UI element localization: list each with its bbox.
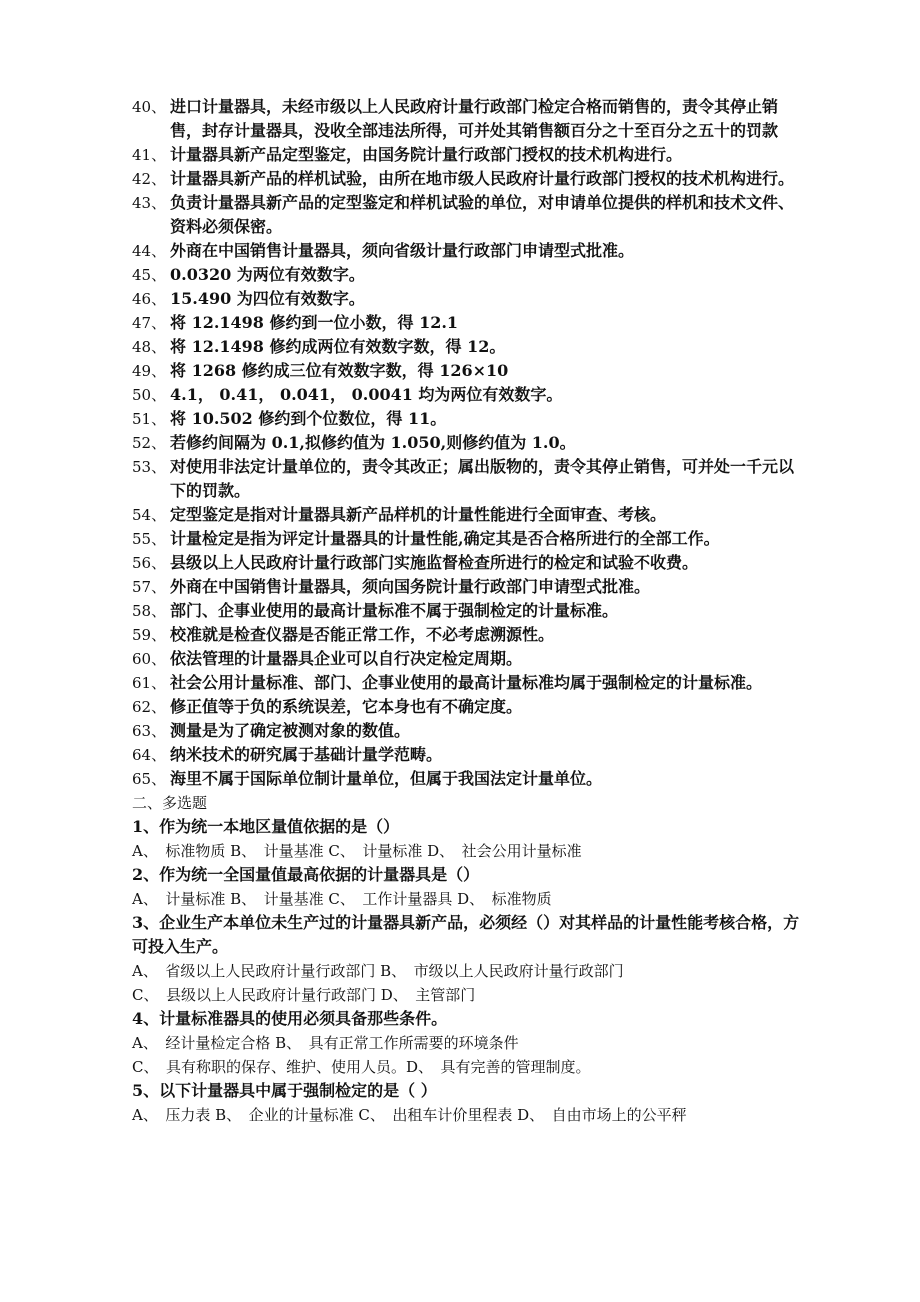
- item-text: 社会公用计量标准、部门、企事业使用的最高计量标准均属于强制检定的计量标准。: [170, 673, 763, 692]
- item-number: 59、: [132, 626, 167, 644]
- item-text: 依法管理的计量器具企业可以自行决定检定周期。: [170, 649, 523, 668]
- list-item: [132, 575, 812, 599]
- question-text: 3、企业生产本单位未生产过的计量器具新产品，必须经（）对其样品的计量性能考核合格，方可投入生产。: [132, 913, 800, 956]
- question-options: C、 具有称职的保存、维护、使用人员。D、 具有完善的管理制度。: [132, 1058, 591, 1076]
- list-item: [132, 359, 812, 383]
- question-text: 4、计量标准器具的使用必须具备那些条件。: [132, 1009, 448, 1028]
- question-text: 1、作为统一本地区量值依据的是（）: [132, 817, 400, 836]
- section-title: 二、多选题: [132, 794, 208, 812]
- question-options: C、 县级以上人民政府计量行政部门 D、 主管部门: [132, 986, 476, 1004]
- item-number: 52、: [132, 434, 167, 452]
- list-item: [132, 599, 812, 623]
- list-item: [132, 647, 812, 671]
- item-number: 41、: [132, 146, 167, 164]
- item-number: 60、: [132, 650, 167, 668]
- list-item: [132, 431, 812, 455]
- list-item: [132, 527, 812, 551]
- list-item: [132, 95, 812, 143]
- list-item: [132, 335, 812, 359]
- question-options: A、 省级以上人民政府计量行政部门 B、 市级以上人民政府计量行政部门: [132, 962, 624, 980]
- item-text: 海里不属于国际单位制计量单位，但属于我国法定计量单位。: [170, 769, 603, 788]
- item-text: 负责计量器具新产品的定型鉴定和样机试验的单位，对申请单位提供的样机和技术文件、资料必须保密。: [170, 193, 795, 236]
- item-text: 外商在中国销售计量器具，须向国务院计量行政部门申请型式批准。: [170, 577, 651, 596]
- list-item: [132, 287, 812, 311]
- item-text: 计量器具新产品的样机试验，由所在地市级人民政府计量行政部门授权的技术机构进行。: [170, 169, 795, 188]
- item-text: 定型鉴定是指对计量器具新产品样机的计量性能进行全面审查、考核。: [170, 505, 667, 524]
- item-text: 0.0320 为两位有效数字。: [170, 265, 365, 284]
- item-number: 63、: [132, 722, 167, 740]
- item-text: 15.490 为四位有效数字。: [170, 289, 365, 308]
- list-item: [132, 311, 812, 335]
- list-item: [132, 455, 812, 503]
- item-number: 55、: [132, 530, 167, 548]
- list-item: [132, 383, 812, 407]
- item-text: 将 1268 修约成三位有效数字数，得 126×10: [170, 361, 509, 380]
- item-number: 53、: [132, 458, 167, 476]
- list-item: [132, 551, 812, 575]
- list-item: [132, 503, 812, 527]
- item-number: 58、: [132, 602, 167, 620]
- item-text: 校准就是检查仪器是否能正常工作，不必考虑溯源性。: [170, 625, 555, 644]
- item-text: 将 10.502 修约到个位数位，得 11。: [170, 409, 447, 428]
- item-text: 外商在中国销售计量器具，须向省级计量行政部门申请型式批准。: [170, 241, 635, 260]
- item-number: 61、: [132, 674, 167, 692]
- item-text: 进口计量器具，未经市级以上人民政府计量行政部门检定合格而销售的，责令其停止销售，封存计量器具，没收全部违法所得，可并处其销售额百分之十至百分之五十的罚款: [170, 97, 779, 140]
- question-options: A、 标准物质 B、 计量基准 C、 计量标准 D、 社会公用计量标准: [132, 842, 582, 860]
- item-number: 40、: [132, 98, 167, 116]
- item-text: 县级以上人民政府计量行政部门实施监督检查所进行的检定和试验不收费。: [170, 553, 699, 572]
- question-options: A、 计量标准 B、 计量基准 C、 工作计量器具 D、 标准物质: [132, 890, 552, 908]
- item-text: 测量是为了确定被测对象的数值。: [170, 721, 411, 740]
- item-text: 对使用非法定计量单位的，责令其改正；属出版物的，责令其停止销售，可并处一千元以下的罚款。: [170, 457, 795, 500]
- document-content: [132, 95, 812, 1127]
- item-number: 56、: [132, 554, 167, 572]
- item-text: 修正值等于负的系统误差，它本身也有不确定度。: [170, 697, 523, 716]
- list-item: [132, 407, 812, 431]
- list-item: [132, 767, 812, 791]
- item-text: 计量检定是指为评定计量器具的计量性能,确定其是否合格所进行的全部工作。: [170, 529, 720, 548]
- list-item: [132, 191, 812, 239]
- question-text: 5、以下计量器具中属于强制检定的是（ ）: [132, 1081, 437, 1100]
- item-number: 42、: [132, 170, 167, 188]
- item-text: 将 12.1498 修约到一位小数，得 12.1: [170, 313, 459, 332]
- list-item: [132, 263, 812, 287]
- question-options: A、 经计量检定合格 B、 具有正常工作所需要的环境条件: [132, 1034, 519, 1052]
- list-item: [132, 167, 812, 191]
- question-text: 2、作为统一全国量值最高依据的计量器具是（）: [132, 865, 480, 884]
- list-item: [132, 719, 812, 743]
- list-item: [132, 743, 812, 767]
- item-number: 43、: [132, 194, 167, 212]
- item-number: 45、: [132, 266, 167, 284]
- item-number: 47、: [132, 314, 167, 332]
- item-number: 54、: [132, 506, 167, 524]
- list-item: [132, 695, 812, 719]
- list-item: [132, 143, 812, 167]
- item-number: 44、: [132, 242, 167, 260]
- item-number: 51、: [132, 410, 167, 428]
- list-item: [132, 239, 812, 263]
- item-number: 57、: [132, 578, 167, 596]
- item-text: 计量器具新产品定型鉴定，由国务院计量行政部门授权的技术机构进行。: [170, 145, 683, 164]
- item-text: 若修约间隔为 0.1,拟修约值为 1.050,则修约值为 1.0。: [170, 433, 576, 452]
- list-item: [132, 671, 812, 695]
- item-number: 46、: [132, 290, 167, 308]
- item-text: 4.1， 0.41， 0.041， 0.0041 均为两位有效数字。: [170, 385, 563, 404]
- item-number: 65、: [132, 770, 167, 788]
- question-options: A、 压力表 B、 企业的计量标准 C、 出租车计价里程表 D、 自由市场上的公平秤: [132, 1106, 687, 1124]
- list-item: [132, 623, 812, 647]
- item-number: 48、: [132, 338, 167, 356]
- item-number: 50、: [132, 386, 167, 404]
- item-number: 62、: [132, 698, 167, 716]
- item-text: 部门、企事业使用的最高计量标准不属于强制检定的计量标准。: [170, 601, 619, 620]
- item-number: 64、: [132, 746, 167, 764]
- item-number: 49、: [132, 362, 167, 380]
- item-text: 将 12.1498 修约成两位有效数字数，得 12。: [170, 337, 506, 356]
- item-text: 纳米技术的研究属于基础计量学范畴。: [170, 745, 443, 764]
